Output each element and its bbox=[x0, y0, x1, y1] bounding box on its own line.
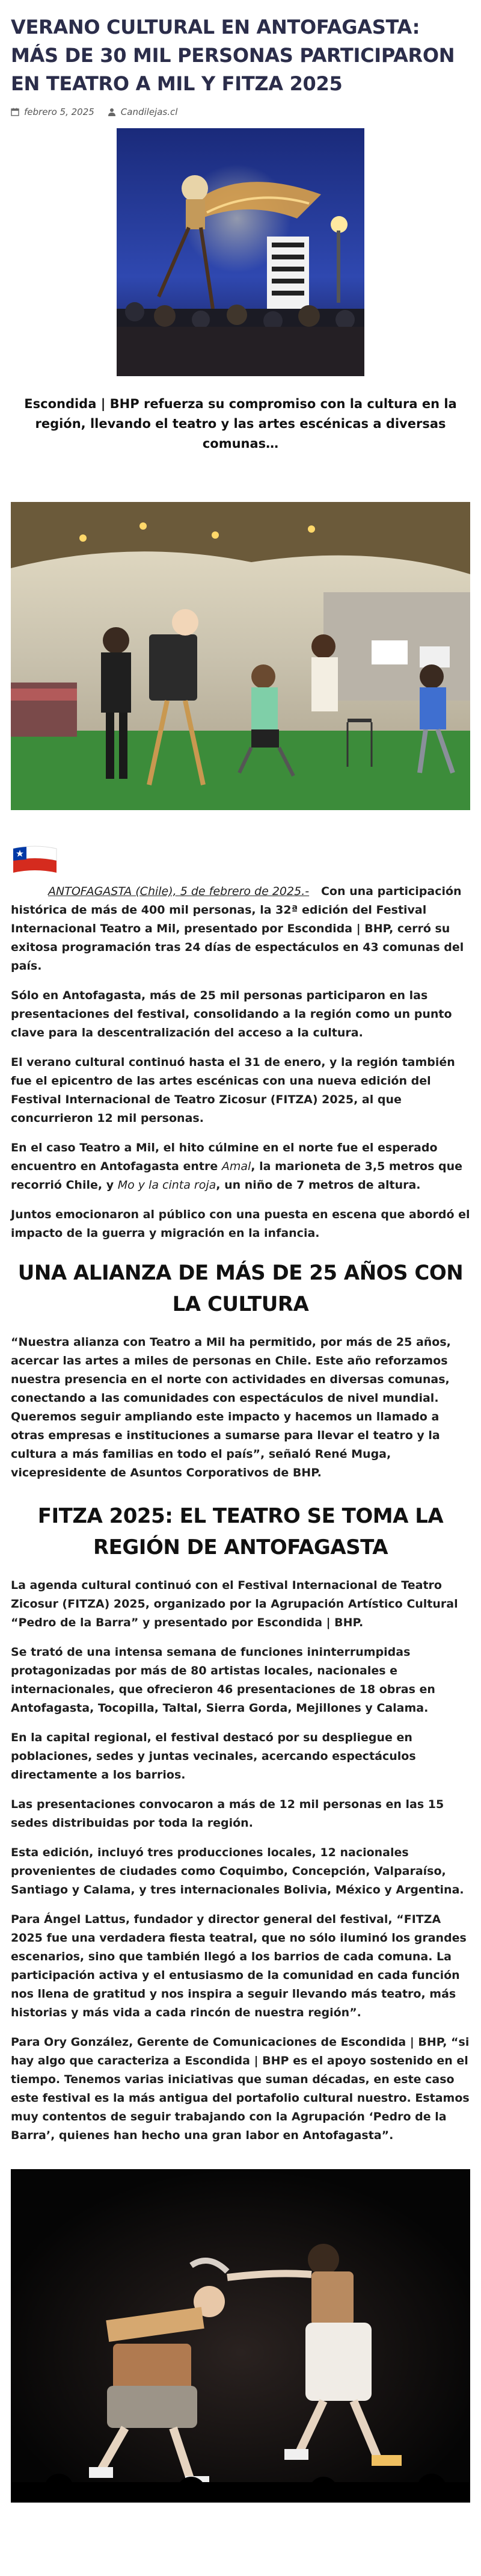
p1-text: participación histórica de más de 400 mil personas, la 32ª edición del Festival Internacional Teatro a Mil, presentado por Escondida | BHP, cerró su exitosa programación tras 24 días de espectáculos en 43 comunas del país. bbox=[11, 885, 464, 973]
paragraph-6: “Nuestra alianza con Teatro a Mil ha permitido, por más de 25 años, acercar las artes a miles de personas en Chile. Este año reforzamos nuestra presencia en el norte con actividades en diversas comunas, conectando a las comunidades con espectáculos de nivel mundial. Queremos seguir ampliando este impacto y hacemos un llamado a otras empresas e instituciones a sumarse para llevar el teatro y la cultura a más familias en todo el país”, señaló René Muga, vicepresidente de Asuntos Corporativos de BHP. bbox=[11, 1336, 451, 1479]
paragraph-3: El verano cultural continuó hasta el 31 de enero, y la región también fue el epicentro de las artes escénicas con una nueva edición del Festival Internacional de Teatro Zicosur (FITZA) 2025, al que concurrieron 12 mil personas. bbox=[11, 1056, 455, 1125]
section-heading-fitza: FITZA 2025: EL TEATRO SE TOMA LA REGIÓN DE ANTOFAGASTA bbox=[37, 1504, 444, 1559]
p4-cinta: Mo y la cinta roja bbox=[117, 1178, 216, 1192]
p1-lead: Con una bbox=[320, 885, 373, 898]
paragraph-13: Para Ory González, Gerente de Comunicaciones de Escondida | BHP, “si hay algo que caracteriza a Escondida | BHP es el apoyo sostenido en el tiempo. Tenemos varias iniciativas que suman décadas, en este caso este festival es la más antigua del portafolio cultural nuestro. Estamos muy contentos de seguir trabajando con la Agrupación ‘Pedro de la Barra’, quienes han hecho una gran labor en Antofagasta”. bbox=[11, 2036, 470, 2142]
paragraph-2: Sólo en Antofagasta, más de 25 mil personas participaron en las presentaciones del festival, consolidando a la región como un punto clave para la descentralización del acceso a la cultura. bbox=[11, 989, 452, 1039]
post-date: febrero 5, 2025 bbox=[24, 107, 94, 117]
article-meta bbox=[11, 107, 470, 117]
date-meta bbox=[11, 107, 94, 117]
paragraph-11: Esta edición, incluyó tres producciones locales, 12 nacionales provenientes de ciudades como Coquimbo, Concepción, Valparaíso, Santiago y Calama, y tres internacionales Bolivia, México y Argentina. bbox=[11, 1846, 464, 1896]
author-meta[interactable] bbox=[108, 107, 178, 117]
p4-text-c: , un niño de 7 metros de altura. bbox=[216, 1178, 421, 1192]
paragraph-12: Para Ángel Lattus, fundador y director general del festival, “FITZA 2025 fue una verdadera fiesta teatral, que no sólo iluminó los grandes escenarios, sino que también llegó a los barrios de cada comuna. La participación activa y el entusiasmo de la comunidad en cada función nos llena de gratitud y nos inspira a seguir llevando más teatro, más historias y más vida a cada rincón de nuestra región”. bbox=[11, 1913, 467, 2019]
paragraph-4 bbox=[11, 1139, 470, 1195]
children-puppet-photo bbox=[11, 502, 470, 810]
p4-amal: Amal bbox=[221, 1160, 251, 1173]
chile-flag-icon bbox=[11, 844, 59, 880]
dancers-stage-photo bbox=[11, 2169, 470, 2503]
dateline-link[interactable]: ANTOFAGASTA (Chile), 5 de febrero de 2025.- bbox=[48, 885, 310, 898]
image-caption: Escondida | BHP refuerza su compromiso con la cultura en la región, llevando el teatro y las artes escénicas a diversas comunas… bbox=[24, 397, 457, 451]
paragraph-7: La agenda cultural continuó con el Festival Internacional de Teatro Zicosur (FITZA) 2025, organizado por la Agrupación Artístico Cultural “Pedro de la Barra” y presentado por Escondida | BHP. bbox=[11, 1579, 458, 1629]
paragraph-1 bbox=[11, 882, 470, 976]
stage-performance-image bbox=[11, 2169, 470, 2503]
p4-text-b: , la marioneta de 3,5 metros que recorrió Chile, y bbox=[11, 1160, 463, 1192]
paragraph-8: Se trató de una intensa semana de funciones ininterrumpidas protagonizadas por más de 80 artistas locales, nacionales e internacionales, que ofrecieron 46 presentaciones de 18 obras en Antofagasta, Tocopilla, Taltal, Sierra Gorda, Mejillones y Calama. bbox=[11, 1646, 435, 1715]
post-author[interactable]: Candilejas.cl bbox=[120, 107, 178, 117]
p4-text-a: En el caso Teatro a Mil, el hito cúlmine en el norte fue el esperado encuentro en Antofagasta entre bbox=[11, 1141, 438, 1173]
paragraph-10: Las presentaciones convocaron a más de 12 mil personas en las 15 sedes distribuidas por toda la región. bbox=[11, 1798, 444, 1830]
user-icon bbox=[108, 108, 116, 116]
paragraph-9: En la capital regional, el festival destacó por su despliegue en poblaciones, sedes y juntas vecinales, acercando espectáculos directamente a los barrios. bbox=[11, 1731, 416, 1782]
puppet-night-photo bbox=[117, 128, 364, 376]
hero-image-puppet bbox=[117, 128, 364, 376]
section-heading-alianza: UNA ALIANZA DE MÁS DE 25 AÑOS CON LA CULTURA bbox=[17, 1261, 464, 1316]
flag-row bbox=[11, 844, 470, 880]
outdoor-event-image bbox=[11, 502, 470, 810]
article-title: VERANO CULTURAL EN ANTOFAGASTA: MÁS DE 30 MIL PERSONAS PARTICIPARON EN TEATRO A MIL Y FITZA 2025 bbox=[11, 16, 455, 95]
calendar-icon bbox=[11, 108, 19, 116]
paragraph-5: Juntos emocionaron al público con una puesta en escena que abordó el impacto de la guerra y migración en la infancia. bbox=[11, 1208, 470, 1240]
